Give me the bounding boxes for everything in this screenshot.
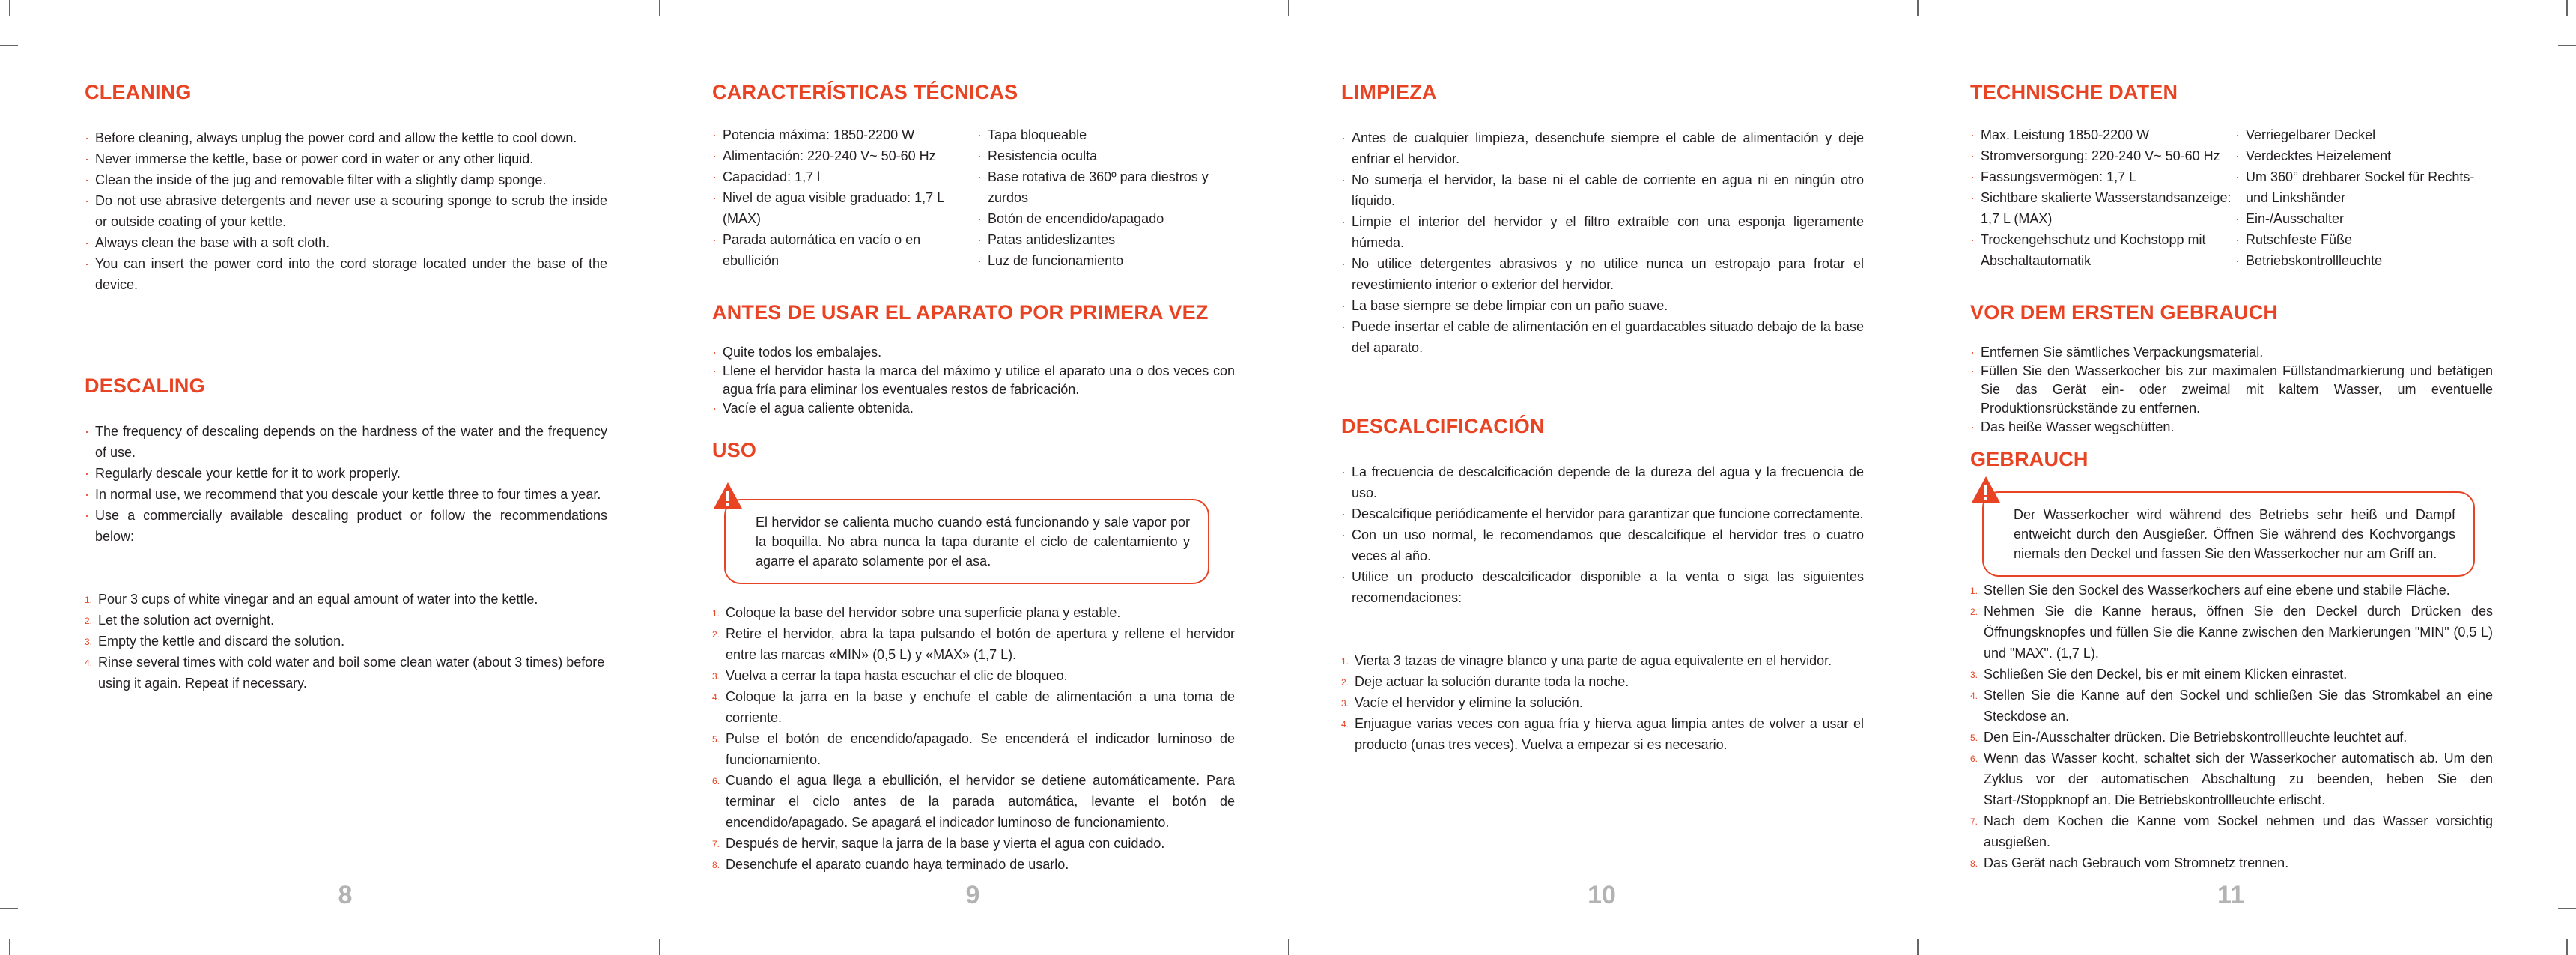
- list-item: · Luz de funcionamiento: [977, 250, 1236, 271]
- list-item: · Stromversorgung: 220-240 V~ 50-60 Hz: [1970, 145, 2232, 166]
- page-number: 9: [965, 881, 980, 909]
- list-item: · Do not use abrasive detergents and never use a scouring sponge to scrub the inside or outside coating of your kettle.: [85, 190, 607, 232]
- specs-list-left: [712, 124, 963, 271]
- list-item: · Llene el hervidor hasta la marca del máximo y utilice el aparato una o dos veces con agua fría para eliminar los eventuales restos de fabricación.: [712, 362, 1235, 399]
- specs-list-right: [977, 124, 1236, 271]
- list-item: · You can insert the power cord into the cord storage located under the base of the device.: [85, 253, 607, 295]
- crop-mark: [1288, 939, 1289, 955]
- list-item: · Descalcifique periódicamente el hervidor para garantizar que funcione correctamente.: [1341, 503, 1864, 524]
- use-steps: [712, 602, 1235, 875]
- crop-mark: [9, 0, 10, 16]
- step-item: 1. Pour 3 cups of white vinegar and an equal amount of water into the kettle.: [85, 589, 607, 610]
- step-item: 1. Vierta 3 tazas de vinagre blanco y una parte de agua equivalente en el hervidor.: [1341, 650, 1864, 671]
- list-item: · In normal use, we recommend that you descale your kettle three to four times a year.: [85, 484, 607, 505]
- step-item: 3. Schließen Sie den Deckel, bis er mit einem Klicken einrastet.: [1970, 664, 2493, 685]
- section-title-cleaning: CLEANING: [85, 81, 192, 103]
- step-item: 6. Cuando el agua llega a ebullición, el hervidor se detiene automáticamente. Para terminar el ciclo antes de la parada automática, levante el botón de encendido/apagado. Se apagará el indicador luminoso de funcionamiento.: [712, 770, 1235, 833]
- section-title-use: USO: [712, 439, 757, 461]
- section-title-specs: TECHNISCHE DATEN: [1970, 81, 2178, 103]
- list-item: · Regularly descale your kettle for it to work properly.: [85, 463, 607, 484]
- step-item: 2. Nehmen Sie die Kanne heraus, öffnen Sie den Deckel durch Drücken des Öffnungsknopfes und füllen Sie die Kanne zwischen den Markierungen "MIN" (0,5 L) und "MAX". (1,7 L).: [1970, 601, 2493, 664]
- step-item: 1. Stellen Sie den Sockel des Wasserkochers auf eine ebene und stabile Fläche.: [1970, 580, 2493, 601]
- crop-mark: [2566, 939, 2568, 955]
- step-item: 7. Nach dem Kochen die Kanne vom Sockel nehmen und das Wasser vorsichtig ausgießen.: [1970, 810, 2493, 852]
- list-item: · Before cleaning, always unplug the power cord and allow the kettle to cool down.: [85, 127, 607, 148]
- section-title-descaling: DESCALING: [85, 375, 205, 397]
- page-10: [1341, 0, 1865, 955]
- crop-mark: [9, 939, 10, 955]
- list-item: · La frecuencia de descalcificación depende de la dureza del agua y la frecuencia de uso.: [1341, 461, 1864, 503]
- list-item: · Always clean the base with a soft cloth.: [85, 232, 607, 253]
- list-item: · Verriegelbarer Deckel: [2235, 124, 2494, 145]
- crop-mark: [2558, 45, 2576, 46]
- first-use-list: [1970, 343, 2493, 437]
- section-title-descaling: DESCALCIFICACIÓN: [1341, 415, 1545, 437]
- list-item: · Trockengehschutz und Kochstopp mit Abschaltautomatik: [1970, 229, 2232, 271]
- warning-text: Der Wasserkocher wird während des Betriebs sehr heiß und Dampf entweicht durch den Ausgießer. Öffnen Sie während des Kochvorgangs niemals den Deckel und fassen Sie den Wasserkocher nur am Griff an.: [2014, 507, 2455, 561]
- section-title-first-use: ANTES DE USAR EL APARATO POR PRIMERA VEZ: [712, 301, 1209, 324]
- step-item: 8. Desenchufe el aparato cuando haya terminado de usarlo.: [712, 854, 1235, 875]
- section-title-first-use: VOR DEM ERSTEN GEBRAUCH: [1970, 301, 2279, 324]
- crop-mark: [0, 908, 18, 909]
- list-item: · Use a commercially available descaling product or follow the recommendations below:: [85, 505, 607, 547]
- cleaning-list: [1341, 127, 1864, 358]
- list-item: · Verdecktes Heizelement: [2235, 145, 2494, 166]
- list-item: · Entfernen Sie sämtliches Verpackungsmaterial.: [1970, 343, 2493, 362]
- list-item: · Patas antideslizantes: [977, 229, 1236, 250]
- cleaning-list: [85, 127, 607, 295]
- list-item: · Ein-/Ausschalter: [2235, 208, 2494, 229]
- step-item: 4. Stellen Sie die Kanne auf den Sockel und schließen Sie das Stromkabel an eine Steckdose an.: [1970, 685, 2493, 727]
- step-item: 8. Das Gerät nach Gebrauch vom Stromnetz trennen.: [1970, 852, 2493, 873]
- step-item: 5. Pulse el botón de encendido/apagado. Se encenderá el indicador luminoso de funcionamiento.: [712, 728, 1235, 770]
- list-item: · Limpie el interior del hervidor y el filtro extraíble con una esponja ligeramente húmeda.: [1341, 211, 1864, 253]
- specs-list-right: [2235, 124, 2494, 271]
- descaling-list: [1341, 461, 1864, 608]
- warning-box: [1982, 491, 2475, 577]
- crop-mark: [0, 45, 18, 46]
- list-item: · Fassungsvermögen: 1,7 L: [1970, 166, 2232, 187]
- step-item: 2. Let the solution act overnight.: [85, 610, 607, 631]
- section-title-cleaning: LIMPIEZA: [1341, 81, 1437, 103]
- page-number: 8: [338, 881, 353, 909]
- crop-mark: [1917, 939, 1919, 955]
- list-item: · Nivel de agua visible graduado: 1,7 L (MAX): [712, 187, 963, 229]
- list-item: · Max. Leistung 1850-2200 W: [1970, 124, 2232, 145]
- list-item: · Utilice un producto descalcificador disponible a la venta o siga las siguientes recomendaciones:: [1341, 566, 1864, 608]
- step-item: 2. Deje actuar la solución durante toda la noche.: [1341, 671, 1864, 692]
- warning-triangle-icon: [712, 481, 744, 511]
- crop-mark: [2558, 908, 2576, 909]
- list-item: · Puede insertar el cable de alimentación en el guardacables situado debajo de la base del aparato.: [1341, 316, 1864, 358]
- warning-box: [724, 499, 1209, 584]
- list-item: · Base rotativa de 360º para diestros y zurdos: [977, 166, 1236, 208]
- step-item: 7. Después de hervir, saque la jarra de la base y vierta el agua con cuidado.: [712, 833, 1235, 854]
- step-item: 4. Coloque la jarra en la base y enchufe el cable de alimentación a una toma de corriente.: [712, 686, 1235, 728]
- list-item: · Resistencia oculta: [977, 145, 1236, 166]
- warning-triangle-icon: [1970, 475, 2002, 505]
- list-item: · Potencia máxima: 1850-2200 W: [712, 124, 963, 145]
- list-item: · Das heiße Wasser wegschütten.: [1970, 418, 2493, 437]
- list-item: · Clean the inside of the jug and removable filter with a slightly damp sponge.: [85, 169, 607, 190]
- list-item: · Um 360° drehbarer Sockel für Rechts- und Linkshänder: [2235, 166, 2494, 208]
- step-item: 1. Coloque la base del hervidor sobre una superficie plana y estable.: [712, 602, 1235, 623]
- use-steps: [1970, 580, 2493, 873]
- crop-mark: [659, 0, 660, 16]
- page-8: [85, 0, 609, 955]
- descaling-steps: [85, 589, 607, 694]
- list-item: · La base siempre se debe limpiar con un paño suave.: [1341, 295, 1864, 316]
- list-item: · No sumerja el hervidor, la base ni el cable de corriente en agua ni en ningún otro líquido.: [1341, 169, 1864, 211]
- page-number: 10: [1588, 881, 1616, 909]
- list-item: · Betriebskontrollleuchte: [2235, 250, 2494, 271]
- first-use-list: [712, 343, 1235, 418]
- list-item: · Alimentación: 220-240 V~ 50-60 Hz: [712, 145, 963, 166]
- list-item: · Parada automática en vacío o en ebullición: [712, 229, 963, 271]
- list-item: · Füllen Sie den Wasserkocher bis zur maximalen Füllstandmarkierung und betätigen Sie das Gerät ein- oder zweimal mit kaltem Wasser, um eventuelle Produktionsrückstände zu entfernen.: [1970, 362, 2493, 418]
- page-9: [712, 0, 1236, 955]
- step-item: 4. Rinse several times with cold water and boil some clean water (about 3 times) before using it again. Repeat if necessary.: [85, 652, 607, 694]
- list-item: · Vacíe el agua caliente obtenida.: [712, 399, 1235, 418]
- list-item: · Sichtbare skalierte Wasserstandsanzeige: 1,7 L (MAX): [1970, 187, 2232, 229]
- list-item: · Tapa bloqueable: [977, 124, 1236, 145]
- list-item: · Capacidad: 1,7 l: [712, 166, 963, 187]
- step-item: 6. Wenn das Wasser kocht, schaltet sich der Wasserkocher automatisch ab. Um den Zyklus vor der automatischen Abschaltung zu beenden, heben Sie den Start-/Stoppknopf an. Die Betriebskontrollleuchte erlischt.: [1970, 748, 2493, 810]
- list-item: · Con un uso normal, le recomendamos que descalcifique el hervidor tres o cuatro veces al año.: [1341, 524, 1864, 566]
- list-item: · Antes de cualquier limpieza, desenchufe siempre el cable de alimentación y deje enfriar el hervidor.: [1341, 127, 1864, 169]
- step-item: 2. Retire el hervidor, abra la tapa pulsando el botón de apertura y rellene el hervidor entre las marcas «MIN» (0,5 L) y «MAX» (1,7 L).: [712, 623, 1235, 665]
- list-item: · The frequency of descaling depends on the hardness of the water and the frequency of use.: [85, 421, 607, 463]
- crop-mark: [1288, 0, 1289, 16]
- step-item: 5. Den Ein-/Ausschalter drücken. Die Betriebskontrollleuchte leuchtet auf.: [1970, 727, 2493, 748]
- list-item: · Quite todos los embalajes.: [712, 343, 1235, 362]
- step-item: 3. Vacíe el hervidor y elimine la solución.: [1341, 692, 1864, 713]
- crop-mark: [659, 939, 660, 955]
- descaling-steps: [1341, 650, 1864, 755]
- warning-text: El hervidor se calienta mucho cuando está funcionando y sale vapor por la boquilla. No abra nunca la tapa durante el ciclo de calentamiento y agarre el aparato solamente por el asa.: [756, 515, 1190, 569]
- descaling-list: [85, 421, 607, 547]
- crop-mark: [1917, 0, 1919, 16]
- crop-mark: [2566, 0, 2568, 16]
- section-title-specs: CARACTERÍSTICAS TÉCNICAS: [712, 81, 1018, 103]
- page-11: [1970, 0, 2494, 955]
- step-item: 3. Vuelva a cerrar la tapa hasta escuchar el clic de bloqueo.: [712, 665, 1235, 686]
- step-item: 3. Empty the kettle and discard the solution.: [85, 631, 607, 652]
- list-item: · Botón de encendido/apagado: [977, 208, 1236, 229]
- list-item: · Never immerse the kettle, base or power cord in water or any other liquid.: [85, 148, 607, 169]
- specs-list-left: [1970, 124, 2232, 271]
- section-title-use: GEBRAUCH: [1970, 448, 2089, 470]
- list-item: · Rutschfeste Füße: [2235, 229, 2494, 250]
- list-item: · No utilice detergentes abrasivos y no utilice nunca un estropajo para frotar el revestimiento interior o exterior del hervidor.: [1341, 253, 1864, 295]
- page-number: 11: [2217, 881, 2244, 909]
- step-item: 4. Enjuague varias veces con agua fría y hierva agua limpia antes de volver a usar el producto (unas tres veces). Vuelva a empezar si es necesario.: [1341, 713, 1864, 755]
